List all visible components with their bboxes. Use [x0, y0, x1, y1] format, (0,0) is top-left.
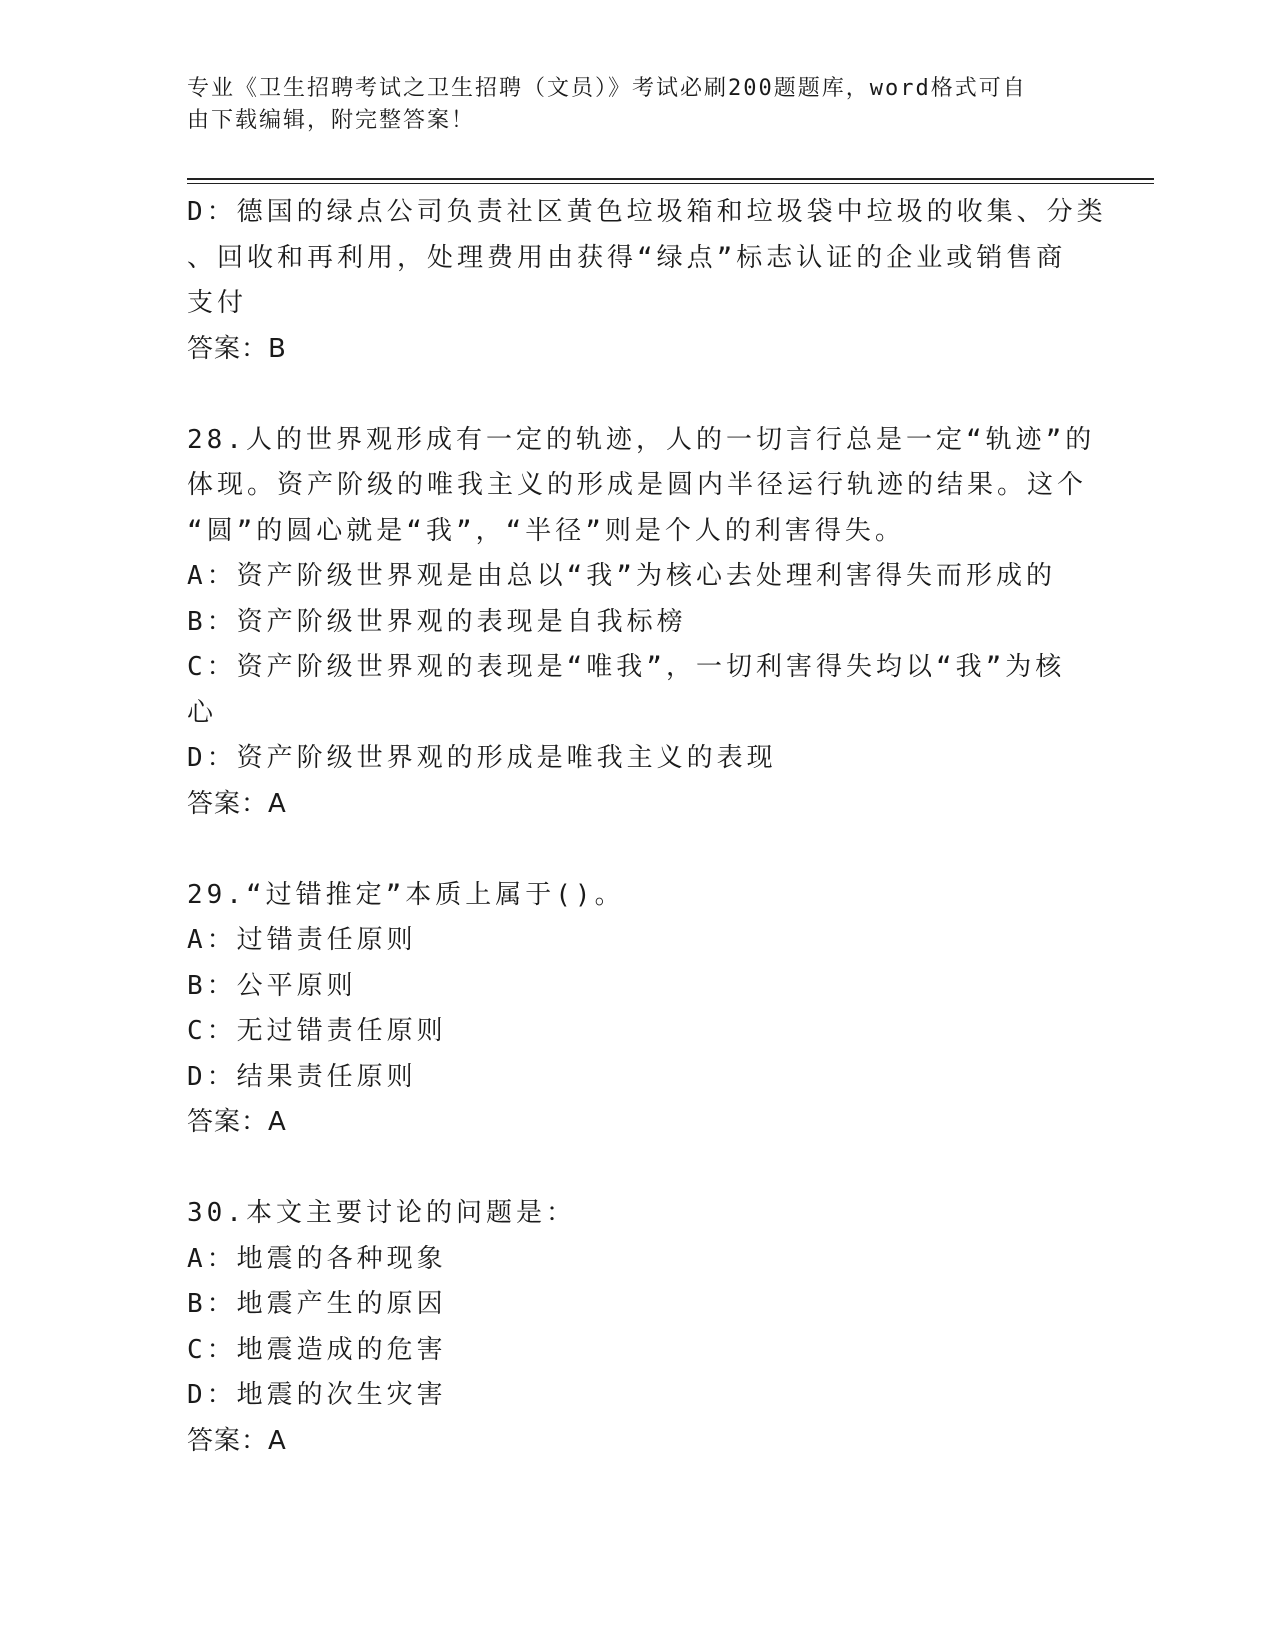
option-a: A：地震的各种现象	[187, 1243, 447, 1274]
header-rule-thin	[187, 183, 1154, 184]
question-29	[187, 873, 1077, 1146]
option-d-continued: 、回收和再利用，处理费用由获得“绿点”标志认证的企业或销售商	[187, 242, 1067, 273]
document-body	[187, 190, 1107, 1464]
spacer	[187, 372, 1077, 418]
prev-question	[187, 190, 1107, 372]
question-stem: 体现。资产阶级的唯我主义的形成是圆内半径运行轨迹的结果。这个	[187, 470, 1088, 500]
answer: 答案：A	[187, 788, 287, 819]
option-c: C：地震造成的危害	[187, 1334, 447, 1365]
spacer	[187, 827, 1077, 873]
question-stem: “圆”的圆心就是“我”，“半径”则是个人的利害得失。	[187, 515, 905, 546]
header-line: 由下载编辑，附完整答案！	[187, 108, 476, 133]
header-line: 专业《卫生招聘考试之卫生招聘（文员）》考试必刷200题题库，word格式可自	[187, 76, 1027, 101]
option-d: D：地震的次生灾害	[187, 1380, 447, 1410]
option-a: A：资产阶级世界观是由总以“我”为核心去处理利害得失而形成的	[187, 561, 1056, 591]
option-d: D：结果责任原则	[187, 1061, 417, 1092]
option-b: B：公平原则	[187, 970, 357, 1001]
option-c: C：无过错责任原则	[187, 1016, 447, 1046]
header-rule-thick	[187, 178, 1154, 180]
spacer	[187, 1146, 1077, 1192]
option-b: B：资产阶级世界观的表现是自我标榜	[187, 606, 687, 637]
question-28	[187, 418, 1096, 828]
question-stem: 29.“过错推定”本质上属于()。	[187, 879, 625, 910]
question-30	[187, 1191, 1077, 1464]
question-stem: 28.人的世界观形成有一定的轨迹，人的一切言行总是一定“轨迹”的	[187, 424, 1096, 455]
option-b: B：地震产生的原因	[187, 1289, 447, 1319]
document-header	[187, 73, 1067, 137]
option-c: C：资产阶级世界观的表现是“唯我”，一切利害得失均以“我”为核	[187, 652, 1066, 682]
answer: 答案：B	[187, 333, 287, 364]
question-stem: 30.本文主要讨论的问题是：	[187, 1198, 576, 1228]
option-d: D：德国的绿点公司负责社区黄色垃圾箱和垃圾袋中垃圾的收集、分类	[187, 197, 1107, 227]
answer: 答案：A	[187, 1107, 287, 1137]
option-c-continued: 心	[187, 697, 218, 728]
option-a: A：过错责任原则	[187, 925, 417, 955]
answer: 答案：A	[187, 1425, 287, 1456]
option-d-continued: 支付	[187, 288, 248, 318]
option-d: D：资产阶级世界观的形成是唯我主义的表现	[187, 743, 777, 773]
